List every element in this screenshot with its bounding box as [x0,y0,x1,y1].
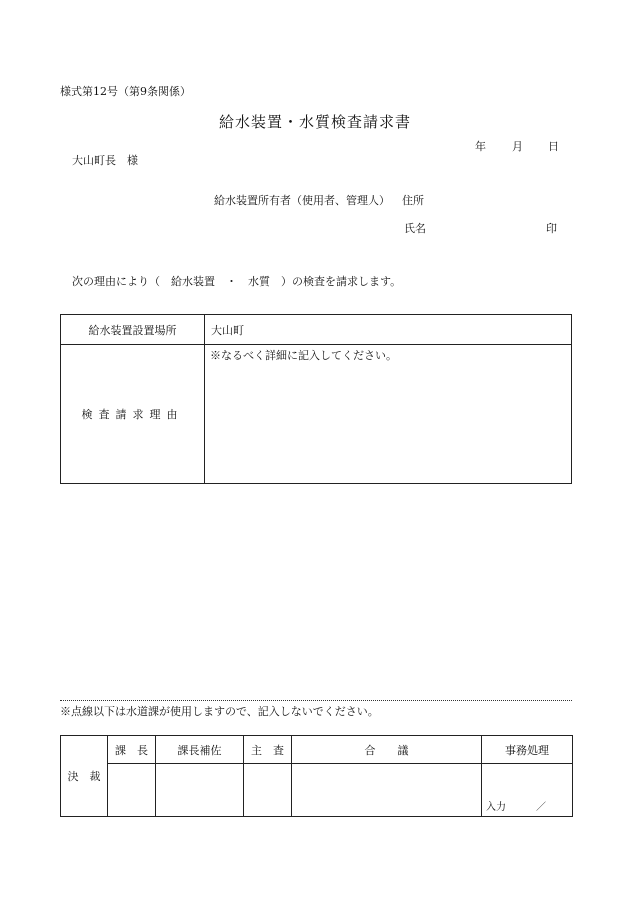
reason-label: 検査請求理由 [61,345,205,484]
approval-header-section-chief: 課 長 [108,736,156,764]
address-label: 住所 [402,194,424,207]
dotted-separator [60,700,572,701]
seal-mark: 印 [546,222,557,235]
stamp-cell-office-processing [482,764,573,817]
stamp-cell-section-chief [108,764,156,817]
approval-header-deputy-chief: 課長補佐 [156,736,244,764]
document-title: 給水装置・水質検査請求書 [218,113,411,131]
stamp-cell-consultation [292,764,482,817]
approval-stamp-row [61,764,573,817]
form-number: 様式第12号（第9条関係） [60,85,191,98]
input-date-note: 入力 ／ [486,802,546,813]
request-sentence: 次の理由により（ 給水装置 ・ 水質 ）の検査を請求します。 [72,275,402,288]
stamp-cell-chief-examiner [244,764,292,817]
owner-label: 給水装置所有者（使用者、管理人） [214,194,390,207]
location-row [61,315,572,345]
date-day-label: 日 [548,140,559,153]
reason-field[interactable] [205,345,572,484]
date-year-label: 年 [475,140,486,153]
approval-header-consultation: 合 議 [292,736,482,764]
request-table [60,314,572,484]
office-use-notice: ※点線以下は水道課が使用しますので、記入しないでください。 [60,705,379,718]
reason-row [61,345,572,484]
name-label: 氏名 [404,222,426,235]
approval-table [60,735,573,817]
approval-header-chief-examiner: 主 査 [244,736,292,764]
location-label: 給水装置設置場所 [61,315,205,345]
location-value-field[interactable]: 大山町 [205,315,572,345]
date-month-label: 月 [512,140,523,153]
approval-header-office-processing: 事務処理 [482,736,573,764]
stamp-cell-deputy-chief [156,764,244,817]
approval-header-row [61,736,573,764]
approval-row-label: 決 裁 [61,736,108,817]
reason-note: ※なるべく詳細に記入してください。 [210,349,397,362]
addressee: 大山町長 様 [72,154,138,167]
